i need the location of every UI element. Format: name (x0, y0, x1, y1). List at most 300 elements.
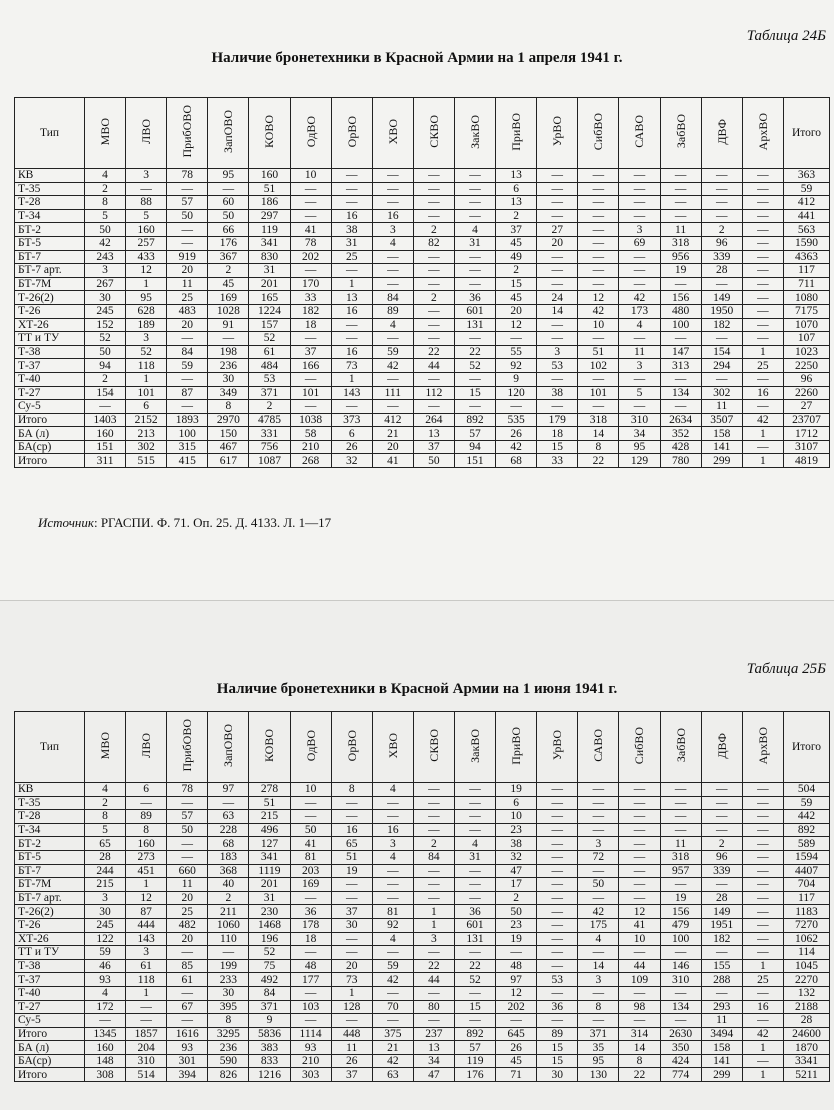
table-cell: 3 (85, 264, 126, 278)
table-cell: 2 (701, 223, 742, 237)
table-cell: 26 (331, 440, 372, 454)
table-cell: 213 (126, 427, 167, 441)
table-cell: — (578, 209, 619, 223)
table-cell: 21 (372, 427, 413, 441)
column-header (126, 712, 167, 783)
table-cell: 311 (85, 454, 126, 468)
table-cell: — (372, 986, 413, 1000)
table-cell: 2270 (784, 973, 830, 987)
table-cell: 42 (742, 1027, 783, 1041)
table-cell: — (372, 196, 413, 210)
table-cell: 2152 (126, 413, 167, 427)
table-cell: 4785 (249, 413, 290, 427)
table-cell: — (331, 878, 372, 892)
table-cell: — (208, 796, 249, 810)
table-cell: 215 (249, 810, 290, 824)
header-row (15, 712, 830, 783)
table-cell: — (578, 783, 619, 797)
table-cell: 2 (496, 891, 537, 905)
table-cell: — (578, 169, 619, 183)
table-cell: 41 (290, 837, 331, 851)
table-cell: 160 (126, 223, 167, 237)
table-cell: — (619, 850, 660, 864)
table-cell: — (85, 1014, 126, 1028)
table-cell: 3295 (208, 1027, 249, 1041)
table-cell: — (413, 946, 454, 960)
row-type-cell: БА(ср) (15, 1054, 85, 1068)
table-cell: 25 (167, 905, 208, 919)
table-cell: 37 (331, 905, 372, 919)
table-cell: 15 (496, 277, 537, 291)
table-cell: 50 (290, 823, 331, 837)
table-cell: 1062 (784, 932, 830, 946)
table-cell: — (537, 264, 578, 278)
table-cell: 5211 (784, 1068, 830, 1082)
row-type-cell: Итого (15, 1027, 85, 1041)
table-row (15, 1041, 830, 1055)
table-cell: 16 (742, 386, 783, 400)
row-type-cell: БТ-7 (15, 864, 85, 878)
table-cell: 2630 (660, 1027, 701, 1041)
table-cell: 1114 (290, 1027, 331, 1041)
table-cell: 131 (454, 932, 495, 946)
row-type-cell: Итого (15, 1068, 85, 1082)
column-header-label: ЗабВО (673, 114, 688, 149)
table-cell: — (331, 796, 372, 810)
table-cell: 22 (578, 454, 619, 468)
table-row (15, 837, 830, 851)
table-cell: 25 (742, 973, 783, 987)
table-cell: 451 (126, 864, 167, 878)
table-cell: 9 (496, 372, 537, 386)
table-cell: 16 (372, 823, 413, 837)
table-cell: 12 (496, 986, 537, 1000)
table-cell: 92 (372, 918, 413, 932)
table-cell: 61 (126, 959, 167, 973)
table-cell: 1 (331, 372, 372, 386)
table-cell: 10 (578, 318, 619, 332)
table-cell: — (660, 332, 701, 346)
table-cell: 5 (619, 386, 660, 400)
table-cell: — (578, 182, 619, 196)
table-cell: — (701, 169, 742, 183)
table-cell: 57 (167, 196, 208, 210)
table-cell: 160 (85, 1041, 126, 1055)
table-cell: 3 (372, 223, 413, 237)
table-cell: — (331, 182, 372, 196)
table-cell: 183 (208, 850, 249, 864)
source-text: : РГАСПИ. Ф. 71. Оп. 25. Д. 4133. Л. 1—17 (93, 515, 332, 530)
table-cell: 1616 (167, 1027, 208, 1041)
table-cell: 30 (537, 1068, 578, 1082)
table-cell: — (742, 864, 783, 878)
column-header (742, 98, 783, 169)
table-cell: — (660, 182, 701, 196)
table-cell: — (537, 823, 578, 837)
column-header (784, 98, 830, 169)
table-cell: — (454, 810, 495, 824)
table-cell: 310 (126, 1054, 167, 1068)
table-cell: 16 (331, 209, 372, 223)
table-cell: 26 (496, 427, 537, 441)
table-cell: — (537, 318, 578, 332)
table-cell: — (742, 837, 783, 851)
table-cell: — (85, 400, 126, 414)
table-cell: — (742, 796, 783, 810)
table-cell: 179 (537, 413, 578, 427)
table-cell: 10 (496, 810, 537, 824)
table-cell: 18 (537, 427, 578, 441)
table-cell: 78 (167, 783, 208, 797)
table-cell: — (496, 400, 537, 414)
table-cell: 230 (249, 905, 290, 919)
row-type-cell: ХТ-26 (15, 318, 85, 332)
table-cell: 8 (578, 1000, 619, 1014)
table-cell: 198 (208, 345, 249, 359)
table-cell: 22 (454, 345, 495, 359)
table-cell: 6 (331, 427, 372, 441)
table-cell: — (454, 169, 495, 183)
table-row (15, 959, 830, 973)
table-cell: 101 (126, 386, 167, 400)
table-cell: 45 (496, 236, 537, 250)
column-header (701, 98, 742, 169)
table-cell: — (537, 372, 578, 386)
table-cell: 3 (372, 837, 413, 851)
column-header-label: ОдВО (303, 729, 318, 762)
table-cell: — (701, 209, 742, 223)
table-cell: — (167, 986, 208, 1000)
table-cell: 33 (537, 454, 578, 468)
table-cell: 288 (701, 973, 742, 987)
table-cell: 51 (578, 345, 619, 359)
table-cell: 20 (167, 932, 208, 946)
table-cell: 51 (331, 850, 372, 864)
table-cell: 264 (413, 413, 454, 427)
table-cell: 112 (413, 386, 454, 400)
table-cell: — (742, 264, 783, 278)
table-cell: 515 (126, 454, 167, 468)
column-header (167, 712, 208, 783)
table-cell: 424 (660, 1054, 701, 1068)
table-cell: 4363 (784, 250, 830, 264)
table-cell: 109 (619, 973, 660, 987)
table-cell: — (619, 878, 660, 892)
table-cell: — (701, 332, 742, 346)
table-cell: 4 (85, 169, 126, 183)
table-cell: — (619, 796, 660, 810)
table-cell: — (578, 236, 619, 250)
table-cell: — (126, 1000, 167, 1014)
table-cell: — (660, 810, 701, 824)
table-cell: — (454, 277, 495, 291)
row-type-cell: Т-34 (15, 209, 85, 223)
table-cell: 50 (413, 454, 454, 468)
table-cell: — (701, 946, 742, 960)
table-cell: 14 (619, 1041, 660, 1055)
table-cell: 18 (290, 932, 331, 946)
table-cell: 22 (454, 959, 495, 973)
table-cell: 31 (249, 891, 290, 905)
table-cell: 118 (126, 359, 167, 373)
table-cell: 11 (660, 837, 701, 851)
row-type-cell: Т-27 (15, 1000, 85, 1014)
table-cell: 52 (249, 332, 290, 346)
table-cell: 1893 (167, 413, 208, 427)
table-cell: 85 (167, 959, 208, 973)
table-cell: 375 (372, 1027, 413, 1041)
table-cell: — (619, 986, 660, 1000)
table-cell: 166 (290, 359, 331, 373)
table-cell: 42 (372, 1054, 413, 1068)
table-cell: 617 (208, 454, 249, 468)
table-cell: 128 (331, 1000, 372, 1014)
table-cell: 14 (578, 427, 619, 441)
table-cell: 45 (496, 1054, 537, 1068)
table-cell: 19 (660, 264, 701, 278)
table-cell: 442 (784, 810, 830, 824)
table-cell: — (537, 932, 578, 946)
table-cell: 50 (578, 878, 619, 892)
table-cell: 149 (701, 905, 742, 919)
table-cell: 42 (578, 304, 619, 318)
table-cell: — (742, 291, 783, 305)
table-cell: — (701, 372, 742, 386)
table-row (15, 209, 830, 223)
table-cell: 6 (126, 400, 167, 414)
column-header-label: СКВО (426, 115, 441, 148)
table-cell: 42 (372, 359, 413, 373)
table-cell: 55 (496, 345, 537, 359)
table-row (15, 454, 830, 468)
table-cell: 170 (290, 277, 331, 291)
column-header-label: ПрибОВО (180, 105, 195, 158)
column-header (701, 712, 742, 783)
table-cell: 514 (126, 1068, 167, 1082)
column-header (208, 712, 249, 783)
table-cell: 1 (126, 986, 167, 1000)
table-row (15, 1054, 830, 1068)
table-cell: 201 (249, 878, 290, 892)
table-cell: 6 (496, 182, 537, 196)
table-cell: 4407 (784, 864, 830, 878)
table-cell: 210 (290, 440, 331, 454)
table-cell: — (413, 209, 454, 223)
table-cell: 371 (249, 1000, 290, 1014)
table-cell: 84 (372, 291, 413, 305)
table-cell: 10 (290, 169, 331, 183)
armor-table-june (14, 711, 830, 1082)
table-cell: — (660, 823, 701, 837)
table-cell: 28 (85, 850, 126, 864)
table-cell: 1345 (85, 1027, 126, 1041)
table-cell: — (167, 837, 208, 851)
table-cell: 132 (784, 986, 830, 1000)
table-cell: 97 (208, 783, 249, 797)
table-cell: — (372, 169, 413, 183)
table-cell: 1 (126, 878, 167, 892)
table-cell: 146 (660, 959, 701, 973)
row-type-cell: Т-38 (15, 345, 85, 359)
table-cell: 27 (784, 400, 830, 414)
row-type-cell: БТ-7 арт. (15, 891, 85, 905)
table-cell: 892 (454, 413, 495, 427)
column-header (85, 98, 126, 169)
table-cell: 49 (496, 250, 537, 264)
table-cell: 107 (784, 332, 830, 346)
table-cell: 42 (372, 973, 413, 987)
column-header-label: КОВО (262, 728, 277, 763)
table-row (15, 1068, 830, 1082)
table-row (15, 823, 830, 837)
table-cell: — (372, 796, 413, 810)
table-cell: 293 (701, 1000, 742, 1014)
table-cell: 70 (372, 1000, 413, 1014)
table-cell: 32 (496, 850, 537, 864)
table-cell: — (578, 400, 619, 414)
table-cell: 53 (537, 359, 578, 373)
table-cell: 31 (454, 850, 495, 864)
table-cell: — (742, 905, 783, 919)
table-cell: — (537, 182, 578, 196)
column-header (454, 712, 495, 783)
table-cell: — (372, 891, 413, 905)
table-cell: 780 (660, 454, 701, 468)
table-cell: — (167, 1014, 208, 1028)
table-cell: 97 (496, 973, 537, 987)
column-header-label: ЗапОВО (221, 724, 236, 767)
table-cell: 73 (331, 973, 372, 987)
table-cell: 130 (578, 1068, 619, 1082)
table-cell: 467 (208, 440, 249, 454)
table-cell: 2 (85, 372, 126, 386)
table-cell: 196 (249, 932, 290, 946)
table-cell: 52 (454, 359, 495, 373)
table-row (15, 345, 830, 359)
table-row (15, 973, 830, 987)
table-cell: 11 (167, 277, 208, 291)
table-cell: — (619, 837, 660, 851)
column-header-label: Итого (791, 127, 822, 139)
row-type-cell: Т-28 (15, 196, 85, 210)
table-cell: 20 (167, 891, 208, 905)
table-cell: — (413, 169, 454, 183)
table-cell: — (413, 878, 454, 892)
table-cell: 308 (85, 1068, 126, 1082)
table-cell: 59 (784, 182, 830, 196)
row-type-cell: Т-37 (15, 973, 85, 987)
table-cell: 33 (290, 291, 331, 305)
table-cell: — (578, 1014, 619, 1028)
table-cell: — (660, 196, 701, 210)
table-cell: — (742, 823, 783, 837)
table-row (15, 878, 830, 892)
table-cell: — (413, 1014, 454, 1028)
table-row (15, 1027, 830, 1041)
table-cell: 3 (578, 973, 619, 987)
table-cell: — (619, 209, 660, 223)
table-cell: 38 (537, 386, 578, 400)
table-cell: 8 (85, 196, 126, 210)
table-cell: 5 (126, 209, 167, 223)
table-cell: 35 (578, 1041, 619, 1055)
table-cell: 25 (331, 250, 372, 264)
table-cell: 100 (660, 318, 701, 332)
table-cell: — (742, 810, 783, 824)
column-header-label: Итого (791, 741, 822, 753)
column-header-label: МВО (98, 731, 113, 760)
column-header (660, 98, 701, 169)
table-cell: 36 (290, 905, 331, 919)
table-cell: 20 (496, 304, 537, 318)
table-cell: 31 (331, 236, 372, 250)
table-cell: 394 (167, 1068, 208, 1082)
table-cell: 176 (454, 1068, 495, 1082)
table-row (15, 386, 830, 400)
table-cell: 12 (578, 291, 619, 305)
table-cell: 28 (784, 1014, 830, 1028)
table-cell: 215 (85, 878, 126, 892)
table-cell: 1403 (85, 413, 126, 427)
table-cell: 160 (126, 837, 167, 851)
table-cell: 211 (208, 905, 249, 919)
table-cell: 36 (454, 291, 495, 305)
table-cell: 201 (249, 277, 290, 291)
table-cell: 53 (249, 372, 290, 386)
table-cell: 1 (413, 905, 454, 919)
table-cell: 645 (496, 1027, 537, 1041)
table-cell: 57 (454, 427, 495, 441)
table-cell: 96 (701, 850, 742, 864)
table-cell: — (208, 182, 249, 196)
table-cell: — (372, 864, 413, 878)
table-cell: — (742, 304, 783, 318)
table-cell: 20 (372, 440, 413, 454)
table-cell: — (413, 400, 454, 414)
table-cell: — (454, 400, 495, 414)
table-cell: — (701, 182, 742, 196)
table-cell: 203 (290, 864, 331, 878)
table-cell: — (660, 169, 701, 183)
column-header-label: ОдВО (303, 115, 318, 148)
table-cell: 47 (496, 864, 537, 878)
table-cell: — (290, 400, 331, 414)
table-cell: 1 (413, 918, 454, 932)
table-cell: — (619, 264, 660, 278)
table-cell: 1857 (126, 1027, 167, 1041)
table-cell: — (742, 277, 783, 291)
table-cell: 155 (701, 959, 742, 973)
table-cell: 352 (660, 427, 701, 441)
table-cell: 199 (208, 959, 249, 973)
table-cell: 152 (85, 318, 126, 332)
table-cell: 535 (496, 413, 537, 427)
table-cell: 3 (537, 345, 578, 359)
table-cell: 294 (701, 359, 742, 373)
table-cell: — (454, 783, 495, 797)
table-cell: 96 (701, 236, 742, 250)
table-cell: — (742, 169, 783, 183)
table-cell: 3 (126, 169, 167, 183)
table-cell: 95 (208, 169, 249, 183)
table-cell: 245 (85, 918, 126, 932)
table-cell: — (742, 182, 783, 196)
table-row (15, 304, 830, 318)
table-cell: — (167, 332, 208, 346)
column-header (208, 98, 249, 169)
table-cell: 6 (126, 783, 167, 797)
table-cell: 100 (660, 932, 701, 946)
